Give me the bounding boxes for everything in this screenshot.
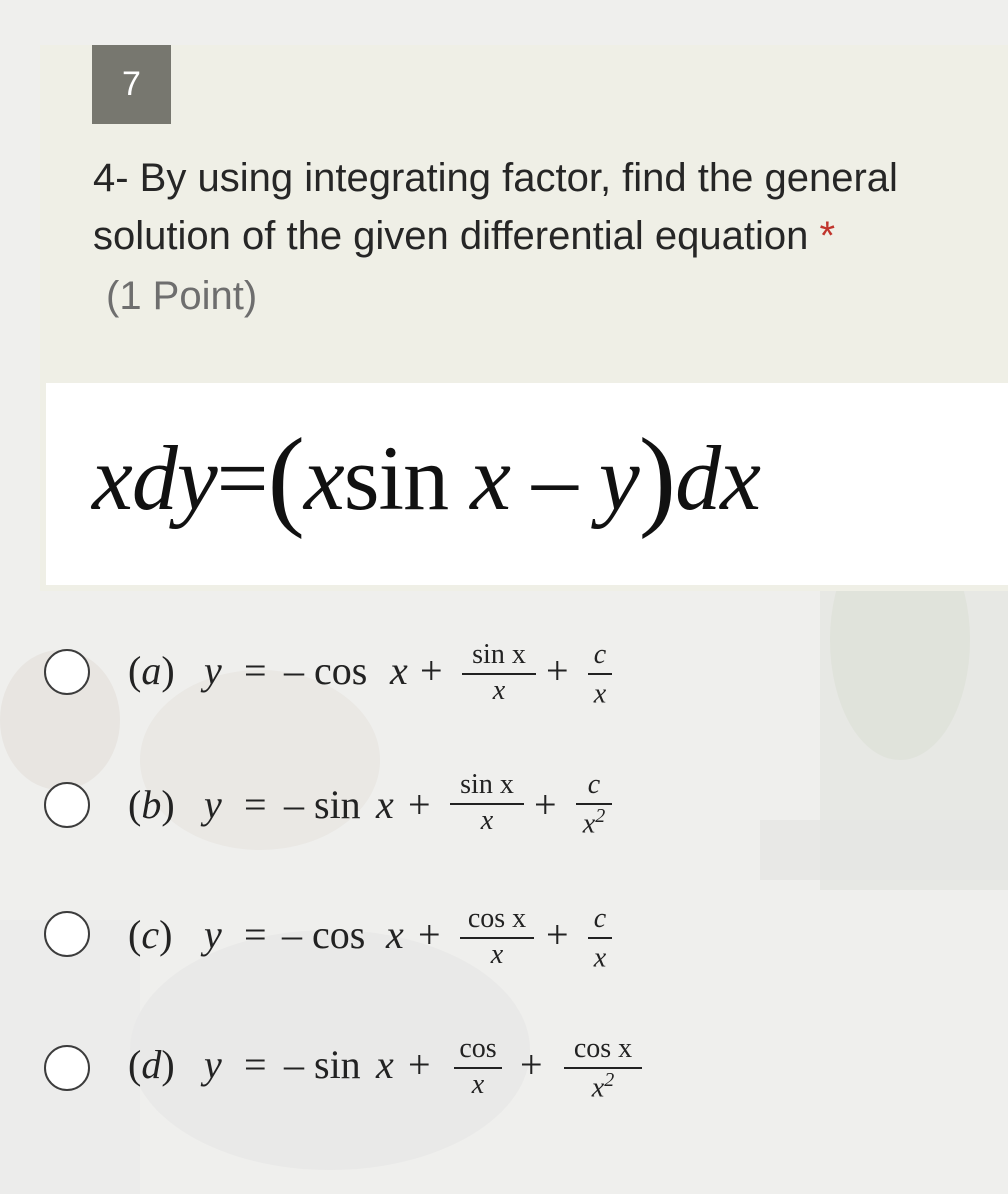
option-b-label: (b) [128,782,175,827]
equation-lhs: xdy [92,427,217,529]
option-a-term1: – cos [284,648,368,693]
option-b-plus2: + [534,782,557,827]
option-c-fraction2-denominator: x [593,942,607,974]
radio-button-a[interactable] [44,649,90,695]
option-c-plus1: + [418,912,441,957]
question-title [93,149,1003,265]
option-b-fraction1-numerator: sin x [460,769,514,800]
option-c-fraction1-denominator: x [490,939,504,970]
equation-open-paren: ( [267,416,304,540]
option-d[interactable] [44,1011,984,1121]
option-d-fraction1-denominator: x [471,1069,485,1100]
equation-close-paren: ) [638,416,676,540]
option-a-term1-arg: x [390,648,408,693]
option-b-plus1: + [408,782,431,827]
equation-dx: dx [675,427,760,529]
option-a-fraction1-numerator: sin x [472,639,526,670]
equation-image [46,383,1008,585]
option-a-lhs: y [204,648,222,693]
radio-button-c[interactable] [44,911,90,957]
option-d-plus1: + [408,1042,431,1087]
equation-sin-arg: x [470,427,510,529]
differential-equation [92,416,760,540]
option-b[interactable] [44,747,984,857]
option-d-plus2: + [520,1042,543,1087]
equation-x: x [303,427,344,529]
radio-button-d[interactable] [44,1045,90,1091]
option-c-lhs: y [204,912,222,957]
option-c-term1: – cos [282,912,366,957]
option-d-fraction1-numerator: cos [459,1033,497,1064]
option-a-fraction2-denominator: x [593,678,607,710]
option-b-term1: – sin [284,782,361,827]
option-c-fraction2-numerator: c [593,903,607,934]
option-c-term1-arg: x [386,912,404,957]
option-a-equals: = [244,648,267,693]
option-a-plus2: + [546,648,569,693]
question-number-badge: 7 [92,45,171,124]
option-b-fraction1-denominator: x [480,805,494,836]
option-c-equals: = [244,912,267,957]
option-d-lhs: y [204,1042,222,1087]
option-d-equals: = [244,1042,267,1087]
option-d-term1-arg: x [376,1042,394,1087]
option-a-plus1: + [420,648,443,693]
option-c-plus2: + [546,912,569,957]
option-a-fraction2-numerator: c [593,639,607,670]
option-c-fraction1-numerator: cos x [467,903,527,934]
option-c[interactable] [44,881,984,991]
equation-y: y [598,427,639,529]
option-d-label: (d) [128,1042,175,1087]
equation-minus: – [531,427,577,529]
question-card [40,45,1008,591]
option-a[interactable] [44,617,984,727]
radio-button-b[interactable] [44,782,90,828]
option-d-fraction2-numerator: cos x [573,1033,633,1064]
question-points: (1 Point) [106,274,258,318]
option-d-fraction2-denominator: $x^2$ [591,1069,615,1104]
option-b-fraction2-denominator: $x^2$ [582,805,606,840]
option-c-label: (c) [128,912,173,957]
option-a-fraction1-denominator: x [492,675,506,706]
option-b-term1-arg: x [376,782,394,827]
equation-equals: = [216,427,268,529]
option-a-label: (a) [128,648,175,693]
option-b-equals: = [244,782,267,827]
option-b-lhs: y [204,782,222,827]
equation-sin: sin [343,427,449,529]
option-b-fraction2-numerator: c [587,769,601,800]
option-d-term1: – sin [284,1042,361,1087]
question-title-text: 4- By using integrating factor, find the general solution of the given differential equation [93,156,898,258]
required-star: * [819,214,836,258]
